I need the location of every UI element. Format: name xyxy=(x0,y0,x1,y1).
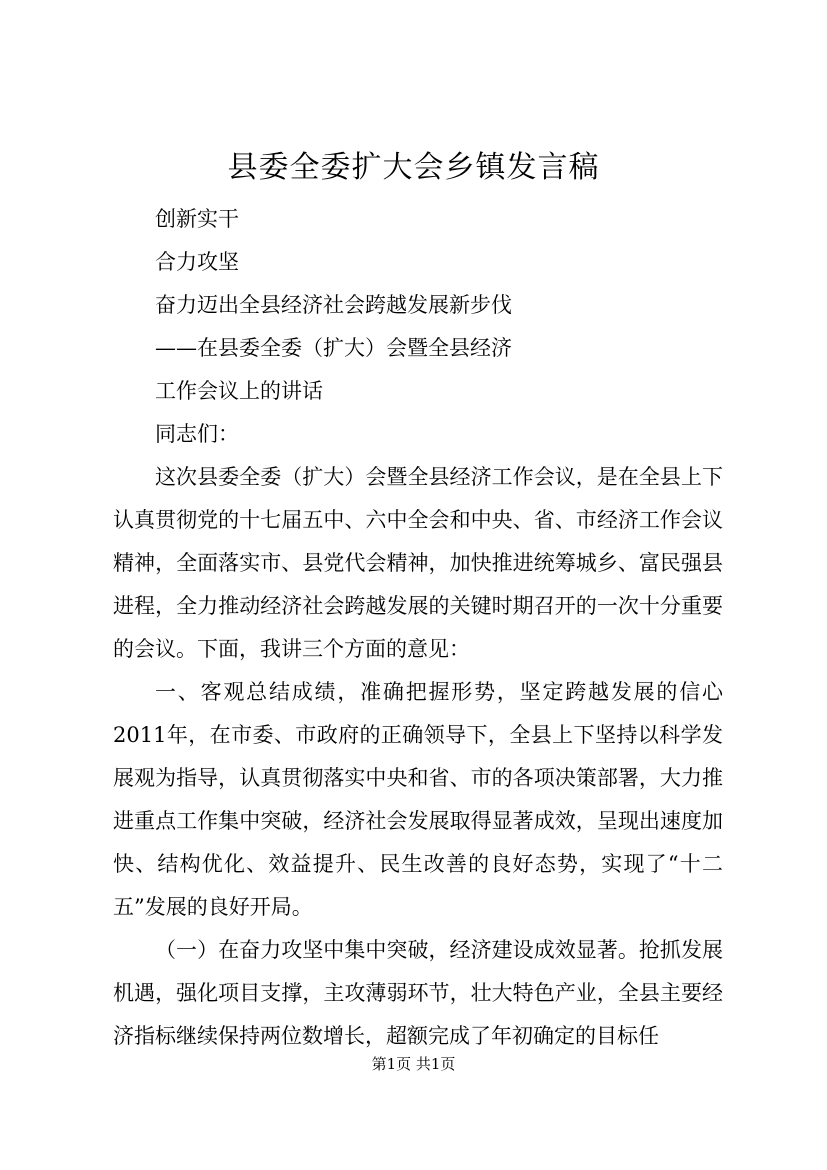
header-line-2: 合力攻坚 xyxy=(155,250,239,274)
header-line-3: 奋力迈出全县经济社会跨越发展新步伐 xyxy=(155,293,512,317)
salutation: 同志们： xyxy=(155,422,239,446)
document-body xyxy=(113,198,723,1058)
page-number-footer: 第1页 共1页 xyxy=(371,1055,456,1073)
document-title: 县委全委扩大会乡镇发言稿 xyxy=(227,150,600,185)
header-line-5: 工作会议上的讲话 xyxy=(155,379,323,403)
paragraph-1: 这次县委全委（扩大）会暨全县经济工作会议，是在全县上下认真贯彻党的十七届五中、六中全会和中央、省、市经济工作会议精神，全面落实市、县党代会精神，加快推进统筹城乡、富民强县进程，全力推动经济社会跨越发展的关键时期召开的一次十分重要的会议。下面，我讲三个方面的意见： xyxy=(113,465,723,661)
paragraph-2: 一、客观总结成绩，准确把握形势，坚定跨越发展的信心2011年，在市委、市政府的正确领导下，全县上下坚持以科学发展观为指导，认真贯彻落实中央和省、市的各项决策部署，大力推进重点工作集中突破，经济社会发展取得显著成效，呈现出速度加快、结构优化、效益提升、民生改善的良好态势，实现了“十二五”发展的良好开局。 xyxy=(113,680,723,919)
paragraph-3: （一）在奋力攻坚中集中突破，经济建设成效显著。抢抓发展机遇，强化项目支撑，主攻薄弱环节，壮大特色产业，全县主要经济指标继续保持两位数增长，超额完成了年初确定的目标任 xyxy=(113,938,723,1048)
header-line-4: ——在县委全委（扩大）会暨全县经济 xyxy=(155,336,512,360)
header-line-1: 创新实干 xyxy=(155,207,239,231)
